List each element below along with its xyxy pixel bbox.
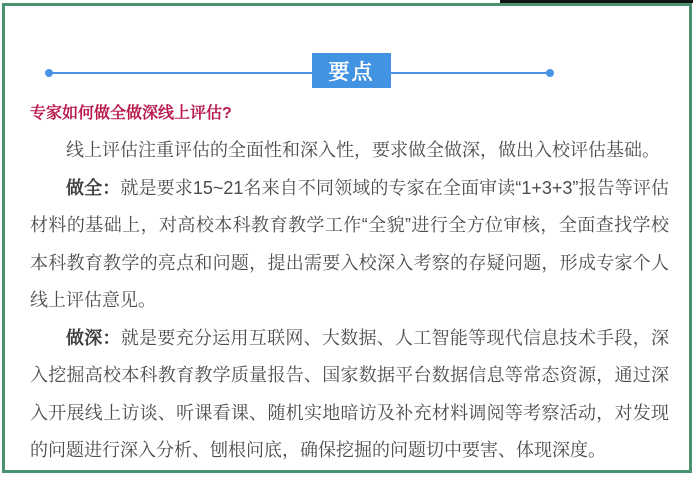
header-line-left-segment	[50, 72, 312, 74]
paragraph-zuoshen	[30, 320, 669, 470]
key-points-badge	[312, 53, 391, 88]
top-right-black-bar	[500, 0, 693, 3]
paragraph-intro	[30, 132, 669, 170]
header-line-right-dot	[546, 69, 554, 77]
header-line-right-segment	[391, 72, 549, 74]
question-heading: 专家如何做全做深线上评估?	[30, 105, 232, 122]
paragraph-zuoquan-lead: 做全：	[66, 177, 121, 198]
paragraph-zuoquan-text: 就是要求15~21名来自不同领域的专家在全面审读“1+3+3”报告等评估材料的基础上，对高校本科教育教学工作“全貌”进行全方位审核，全面查找学校本科教育教学的亮点和问题，提出需要入校深入考察的存疑问题，形成专家个人线上评估意见。	[30, 177, 669, 310]
key-points-badge-label: 要点	[328, 60, 375, 84]
article-body	[30, 104, 669, 470]
paragraph-zuoquan	[30, 170, 669, 320]
paragraph-intro-text: 线上评估注重评估的全面性和深入性，要求做全做深，做出入校评估基础。	[66, 140, 660, 160]
paragraph-zuoshen-text: 就是要充分运用互联网、大数据、人工智能等现代信息技术手段，深入挖掘高校本科教育教学质量报告、国家数据平台数据信息等常态资源，通过深入开展线上访谈、听课看课、随机实地暗访及补充材料调阅等考察活动，对发现的问题进行深入分析、刨根问底，确保挖掘的问题切中要害、体现深度。	[30, 327, 669, 460]
paragraph-zuoshen-lead: 做深：	[66, 327, 121, 348]
